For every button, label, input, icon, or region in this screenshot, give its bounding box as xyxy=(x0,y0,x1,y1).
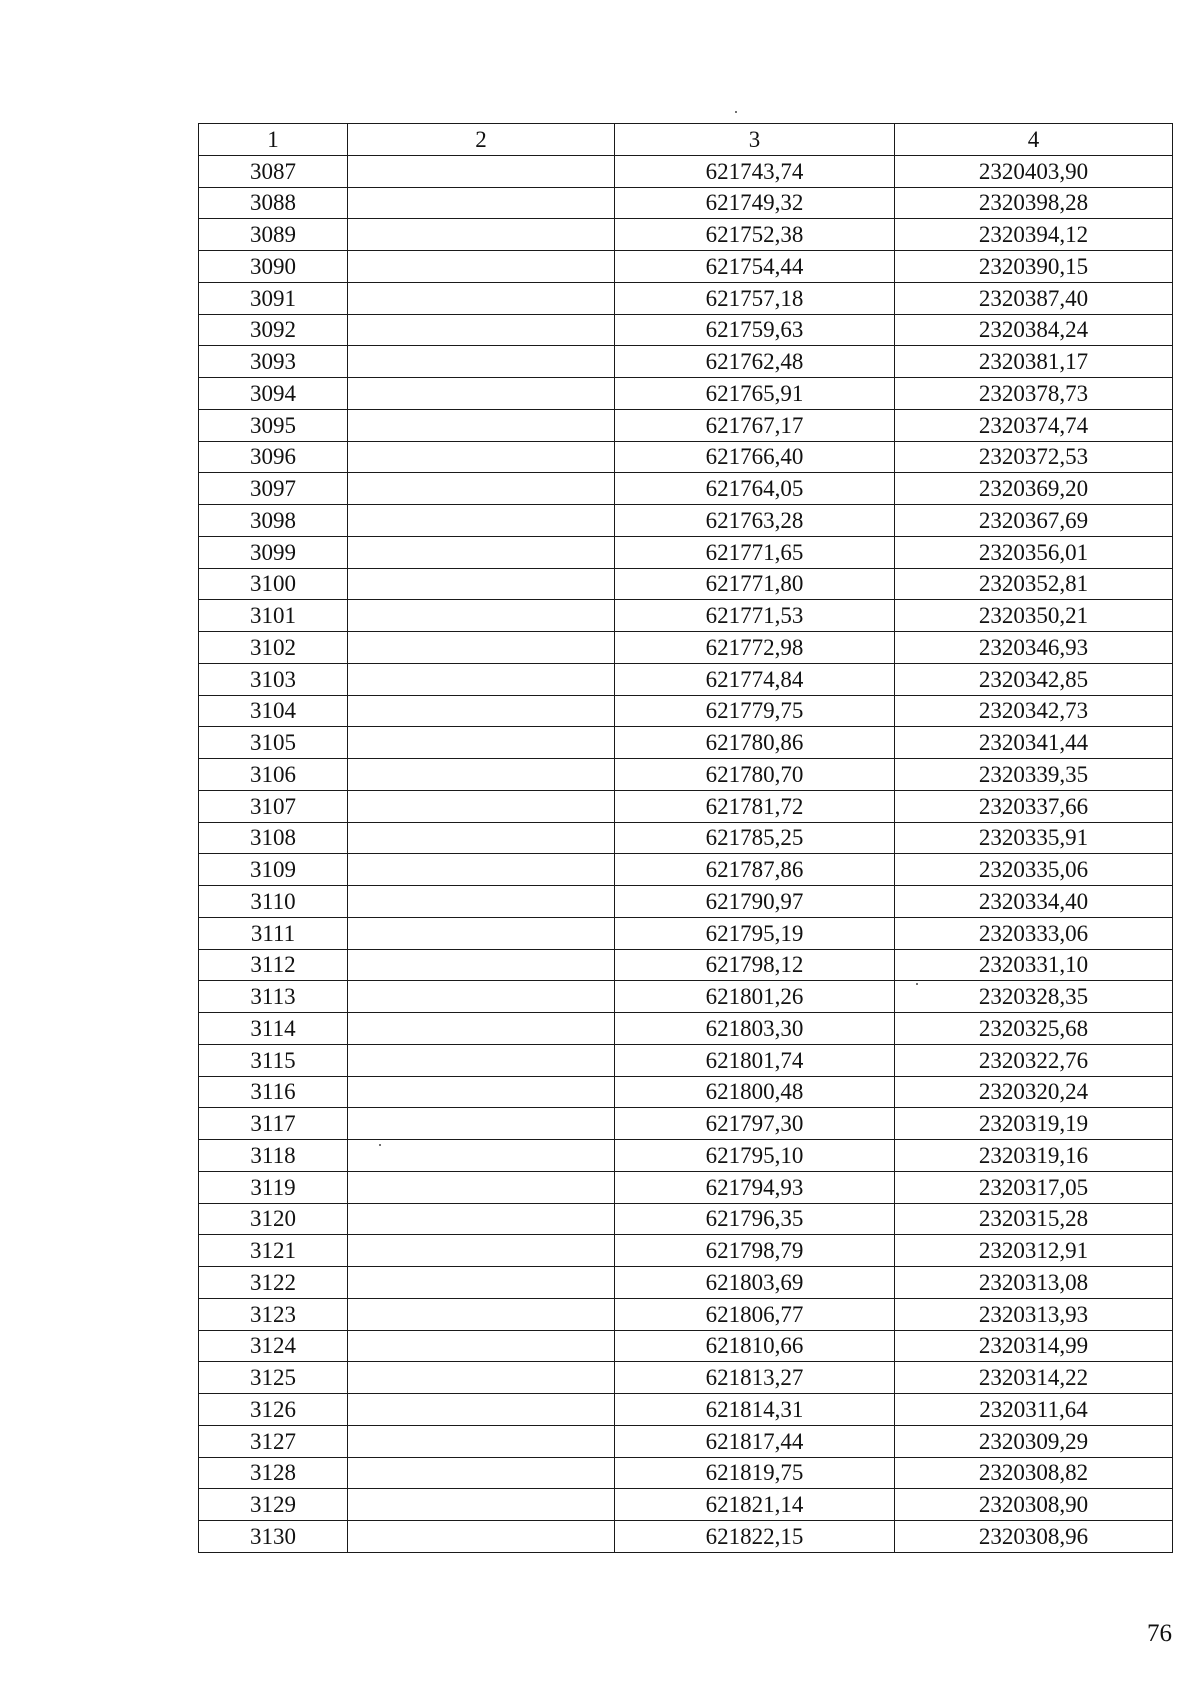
table-row xyxy=(199,251,1173,283)
empty-cell xyxy=(348,790,615,822)
y-coordinate-cell: 2320346,93 xyxy=(895,632,1173,664)
x-coordinate-cell: 621798,12 xyxy=(615,949,895,981)
point-number-cell: 3123 xyxy=(199,1298,348,1330)
empty-cell xyxy=(348,1203,615,1235)
x-coordinate-cell: 621771,65 xyxy=(615,536,895,568)
y-coordinate-cell: 2320315,28 xyxy=(895,1203,1173,1235)
empty-cell xyxy=(348,1108,615,1140)
x-coordinate-cell: 621813,27 xyxy=(615,1362,895,1394)
point-number-cell: 3096 xyxy=(199,441,348,473)
table-row xyxy=(199,568,1173,600)
y-coordinate-cell: 2320384,24 xyxy=(895,314,1173,346)
y-coordinate-cell: 2320309,29 xyxy=(895,1425,1173,1457)
point-number-cell: 3101 xyxy=(199,600,348,632)
point-number-cell: 3107 xyxy=(199,790,348,822)
header-cell-1: 1 xyxy=(199,124,348,156)
point-number-cell: 3087 xyxy=(199,155,348,187)
point-number-cell: 3099 xyxy=(199,536,348,568)
table-row xyxy=(199,505,1173,537)
y-coordinate-cell: 2320319,16 xyxy=(895,1140,1173,1172)
point-number-cell: 3102 xyxy=(199,632,348,664)
x-coordinate-cell: 621797,30 xyxy=(615,1108,895,1140)
empty-cell xyxy=(348,409,615,441)
empty-cell xyxy=(348,1076,615,1108)
table-row xyxy=(199,409,1173,441)
y-coordinate-cell: 2320308,90 xyxy=(895,1489,1173,1521)
point-number-cell: 3104 xyxy=(199,695,348,727)
empty-cell xyxy=(348,1521,615,1553)
y-coordinate-cell: 2320342,85 xyxy=(895,663,1173,695)
point-number-cell: 3108 xyxy=(199,822,348,854)
x-coordinate-cell: 621779,75 xyxy=(615,695,895,727)
point-number-cell: 3091 xyxy=(199,282,348,314)
table-row xyxy=(199,536,1173,568)
x-coordinate-cell: 621801,26 xyxy=(615,981,895,1013)
x-coordinate-cell: 621790,97 xyxy=(615,886,895,918)
table-row xyxy=(199,155,1173,187)
table-row xyxy=(199,695,1173,727)
empty-cell xyxy=(348,155,615,187)
empty-cell xyxy=(348,1394,615,1426)
empty-cell xyxy=(348,219,615,251)
empty-cell xyxy=(348,695,615,727)
empty-cell xyxy=(348,1330,615,1362)
point-number-cell: 3117 xyxy=(199,1108,348,1140)
point-number-cell: 3098 xyxy=(199,505,348,537)
x-coordinate-cell: 621800,48 xyxy=(615,1076,895,1108)
y-coordinate-cell: 2320331,10 xyxy=(895,949,1173,981)
table-row xyxy=(199,473,1173,505)
x-coordinate-cell: 621749,32 xyxy=(615,187,895,219)
y-coordinate-cell: 2320312,91 xyxy=(895,1235,1173,1267)
table-row xyxy=(199,1457,1173,1489)
x-coordinate-cell: 621780,86 xyxy=(615,727,895,759)
page-number: 76 xyxy=(1147,1620,1172,1647)
table-header-row xyxy=(199,124,1173,156)
point-number-cell: 3095 xyxy=(199,409,348,441)
empty-cell xyxy=(348,917,615,949)
y-coordinate-cell: 2320378,73 xyxy=(895,378,1173,410)
y-coordinate-cell: 2320311,64 xyxy=(895,1394,1173,1426)
table-row xyxy=(199,1394,1173,1426)
point-number-cell: 3119 xyxy=(199,1171,348,1203)
y-coordinate-cell: 2320390,15 xyxy=(895,251,1173,283)
x-coordinate-cell: 621785,25 xyxy=(615,822,895,854)
table-row xyxy=(199,854,1173,886)
y-coordinate-cell: 2320335,06 xyxy=(895,854,1173,886)
x-coordinate-cell: 621819,75 xyxy=(615,1457,895,1489)
x-coordinate-cell: 621743,74 xyxy=(615,155,895,187)
point-number-cell: 3121 xyxy=(199,1235,348,1267)
table-row xyxy=(199,790,1173,822)
table-row xyxy=(199,759,1173,791)
table-body xyxy=(199,155,1173,1552)
y-coordinate-cell: 2320356,01 xyxy=(895,536,1173,568)
empty-cell xyxy=(348,314,615,346)
y-coordinate-cell: 2320398,28 xyxy=(895,187,1173,219)
y-coordinate-cell: 2320313,93 xyxy=(895,1298,1173,1330)
y-coordinate-cell: 2320313,08 xyxy=(895,1267,1173,1299)
y-coordinate-cell: 2320341,44 xyxy=(895,727,1173,759)
y-coordinate-cell: 2320367,69 xyxy=(895,505,1173,537)
x-coordinate-cell: 621801,74 xyxy=(615,1044,895,1076)
empty-cell xyxy=(348,632,615,664)
point-number-cell: 3090 xyxy=(199,251,348,283)
coordinates-table xyxy=(198,123,1173,1553)
y-coordinate-cell: 2320339,35 xyxy=(895,759,1173,791)
empty-cell xyxy=(348,505,615,537)
table-row xyxy=(199,1076,1173,1108)
table-row xyxy=(199,1108,1173,1140)
x-coordinate-cell: 621765,91 xyxy=(615,378,895,410)
table-row xyxy=(199,632,1173,664)
table-row xyxy=(199,949,1173,981)
x-coordinate-cell: 621771,53 xyxy=(615,600,895,632)
x-coordinate-cell: 621803,69 xyxy=(615,1267,895,1299)
empty-cell xyxy=(348,1425,615,1457)
x-coordinate-cell: 621781,72 xyxy=(615,790,895,822)
y-coordinate-cell: 2320381,17 xyxy=(895,346,1173,378)
x-coordinate-cell: 621754,44 xyxy=(615,251,895,283)
empty-cell xyxy=(348,1171,615,1203)
y-coordinate-cell: 2320334,40 xyxy=(895,886,1173,918)
point-number-cell: 3130 xyxy=(199,1521,348,1553)
y-coordinate-cell: 2320372,53 xyxy=(895,441,1173,473)
x-coordinate-cell: 621763,28 xyxy=(615,505,895,537)
empty-cell xyxy=(348,568,615,600)
table-row xyxy=(199,600,1173,632)
y-coordinate-cell: 2320308,96 xyxy=(895,1521,1173,1553)
empty-cell xyxy=(348,187,615,219)
point-number-cell: 3093 xyxy=(199,346,348,378)
empty-cell xyxy=(348,473,615,505)
x-coordinate-cell: 621803,30 xyxy=(615,1013,895,1045)
y-coordinate-cell: 2320328,35 xyxy=(895,981,1173,1013)
point-number-cell: 3118 xyxy=(199,1140,348,1172)
table-row xyxy=(199,346,1173,378)
point-number-cell: 3120 xyxy=(199,1203,348,1235)
x-coordinate-cell: 621798,79 xyxy=(615,1235,895,1267)
empty-cell xyxy=(348,282,615,314)
point-number-cell: 3113 xyxy=(199,981,348,1013)
point-number-cell: 3115 xyxy=(199,1044,348,1076)
x-coordinate-cell: 621796,35 xyxy=(615,1203,895,1235)
y-coordinate-cell: 2320403,90 xyxy=(895,155,1173,187)
y-coordinate-cell: 2320322,76 xyxy=(895,1044,1173,1076)
point-number-cell: 3116 xyxy=(199,1076,348,1108)
point-number-cell: 3112 xyxy=(199,949,348,981)
point-number-cell: 3128 xyxy=(199,1457,348,1489)
empty-cell xyxy=(348,378,615,410)
empty-cell xyxy=(348,536,615,568)
table-row xyxy=(199,663,1173,695)
x-coordinate-cell: 621759,63 xyxy=(615,314,895,346)
empty-cell xyxy=(348,822,615,854)
x-coordinate-cell: 621806,77 xyxy=(615,1298,895,1330)
table-row xyxy=(199,1330,1173,1362)
x-coordinate-cell: 621774,84 xyxy=(615,663,895,695)
x-coordinate-cell: 621814,31 xyxy=(615,1394,895,1426)
y-coordinate-cell: 2320337,66 xyxy=(895,790,1173,822)
y-coordinate-cell: 2320325,68 xyxy=(895,1013,1173,1045)
table-row xyxy=(199,314,1173,346)
table-row xyxy=(199,822,1173,854)
table-row xyxy=(199,282,1173,314)
y-coordinate-cell: 2320335,91 xyxy=(895,822,1173,854)
x-coordinate-cell: 621795,10 xyxy=(615,1140,895,1172)
x-coordinate-cell: 621752,38 xyxy=(615,219,895,251)
x-coordinate-cell: 621810,66 xyxy=(615,1330,895,1362)
empty-cell xyxy=(348,727,615,759)
header-cell-3: 3 xyxy=(615,124,895,156)
y-coordinate-cell: 2320333,06 xyxy=(895,917,1173,949)
point-number-cell: 3126 xyxy=(199,1394,348,1426)
point-number-cell: 3089 xyxy=(199,219,348,251)
x-coordinate-cell: 621821,14 xyxy=(615,1489,895,1521)
x-coordinate-cell: 621757,18 xyxy=(615,282,895,314)
x-coordinate-cell: 621764,05 xyxy=(615,473,895,505)
empty-cell xyxy=(348,949,615,981)
table-row xyxy=(199,219,1173,251)
table-row xyxy=(199,1140,1173,1172)
x-coordinate-cell: 621787,86 xyxy=(615,854,895,886)
x-coordinate-cell: 621795,19 xyxy=(615,917,895,949)
scan-speck xyxy=(735,111,737,113)
x-coordinate-cell: 621766,40 xyxy=(615,441,895,473)
empty-cell xyxy=(348,854,615,886)
y-coordinate-cell: 2320352,81 xyxy=(895,568,1173,600)
header-cell-2: 2 xyxy=(348,124,615,156)
point-number-cell: 3094 xyxy=(199,378,348,410)
empty-cell xyxy=(348,1044,615,1076)
empty-cell xyxy=(348,1298,615,1330)
x-coordinate-cell: 621780,70 xyxy=(615,759,895,791)
empty-cell xyxy=(348,1140,615,1172)
table-row xyxy=(199,187,1173,219)
table-row xyxy=(199,1203,1173,1235)
empty-cell xyxy=(348,759,615,791)
y-coordinate-cell: 2320342,73 xyxy=(895,695,1173,727)
table-row xyxy=(199,886,1173,918)
scan-speck xyxy=(379,1144,381,1146)
point-number-cell: 3110 xyxy=(199,886,348,918)
y-coordinate-cell: 2320319,19 xyxy=(895,1108,1173,1140)
table-row xyxy=(199,727,1173,759)
point-number-cell: 3129 xyxy=(199,1489,348,1521)
table-row xyxy=(199,1044,1173,1076)
point-number-cell: 3088 xyxy=(199,187,348,219)
point-number-cell: 3103 xyxy=(199,663,348,695)
y-coordinate-cell: 2320308,82 xyxy=(895,1457,1173,1489)
scan-speck xyxy=(916,983,918,985)
x-coordinate-cell: 621762,48 xyxy=(615,346,895,378)
point-number-cell: 3100 xyxy=(199,568,348,600)
empty-cell xyxy=(348,886,615,918)
y-coordinate-cell: 2320350,21 xyxy=(895,600,1173,632)
empty-cell xyxy=(348,1267,615,1299)
point-number-cell: 3127 xyxy=(199,1425,348,1457)
y-coordinate-cell: 2320320,24 xyxy=(895,1076,1173,1108)
y-coordinate-cell: 2320317,05 xyxy=(895,1171,1173,1203)
header-cell-4: 4 xyxy=(895,124,1173,156)
y-coordinate-cell: 2320374,74 xyxy=(895,409,1173,441)
empty-cell xyxy=(348,441,615,473)
table-row xyxy=(199,1267,1173,1299)
point-number-cell: 3122 xyxy=(199,1267,348,1299)
table-row xyxy=(199,441,1173,473)
empty-cell xyxy=(348,251,615,283)
x-coordinate-cell: 621822,15 xyxy=(615,1521,895,1553)
y-coordinate-cell: 2320387,40 xyxy=(895,282,1173,314)
empty-cell xyxy=(348,981,615,1013)
table-row xyxy=(199,1362,1173,1394)
point-number-cell: 3109 xyxy=(199,854,348,886)
empty-cell xyxy=(348,1013,615,1045)
empty-cell xyxy=(348,600,615,632)
point-number-cell: 3124 xyxy=(199,1330,348,1362)
x-coordinate-cell: 621817,44 xyxy=(615,1425,895,1457)
point-number-cell: 3125 xyxy=(199,1362,348,1394)
table-row xyxy=(199,1171,1173,1203)
empty-cell xyxy=(348,346,615,378)
point-number-cell: 3114 xyxy=(199,1013,348,1045)
empty-cell xyxy=(348,663,615,695)
y-coordinate-cell: 2320369,20 xyxy=(895,473,1173,505)
point-number-cell: 3111 xyxy=(199,917,348,949)
y-coordinate-cell: 2320314,99 xyxy=(895,1330,1173,1362)
point-number-cell: 3092 xyxy=(199,314,348,346)
table-row xyxy=(199,981,1173,1013)
table-row xyxy=(199,1013,1173,1045)
point-number-cell: 3106 xyxy=(199,759,348,791)
table-row xyxy=(199,1425,1173,1457)
x-coordinate-cell: 621767,17 xyxy=(615,409,895,441)
table-row xyxy=(199,917,1173,949)
x-coordinate-cell: 621794,93 xyxy=(615,1171,895,1203)
point-number-cell: 3097 xyxy=(199,473,348,505)
table-row xyxy=(199,1298,1173,1330)
empty-cell xyxy=(348,1457,615,1489)
empty-cell xyxy=(348,1235,615,1267)
empty-cell xyxy=(348,1489,615,1521)
table-row xyxy=(199,378,1173,410)
x-coordinate-cell: 621772,98 xyxy=(615,632,895,664)
point-number-cell: 3105 xyxy=(199,727,348,759)
table-row xyxy=(199,1521,1173,1553)
table-row xyxy=(199,1489,1173,1521)
y-coordinate-cell: 2320314,22 xyxy=(895,1362,1173,1394)
empty-cell xyxy=(348,1362,615,1394)
y-coordinate-cell: 2320394,12 xyxy=(895,219,1173,251)
x-coordinate-cell: 621771,80 xyxy=(615,568,895,600)
table-row xyxy=(199,1235,1173,1267)
